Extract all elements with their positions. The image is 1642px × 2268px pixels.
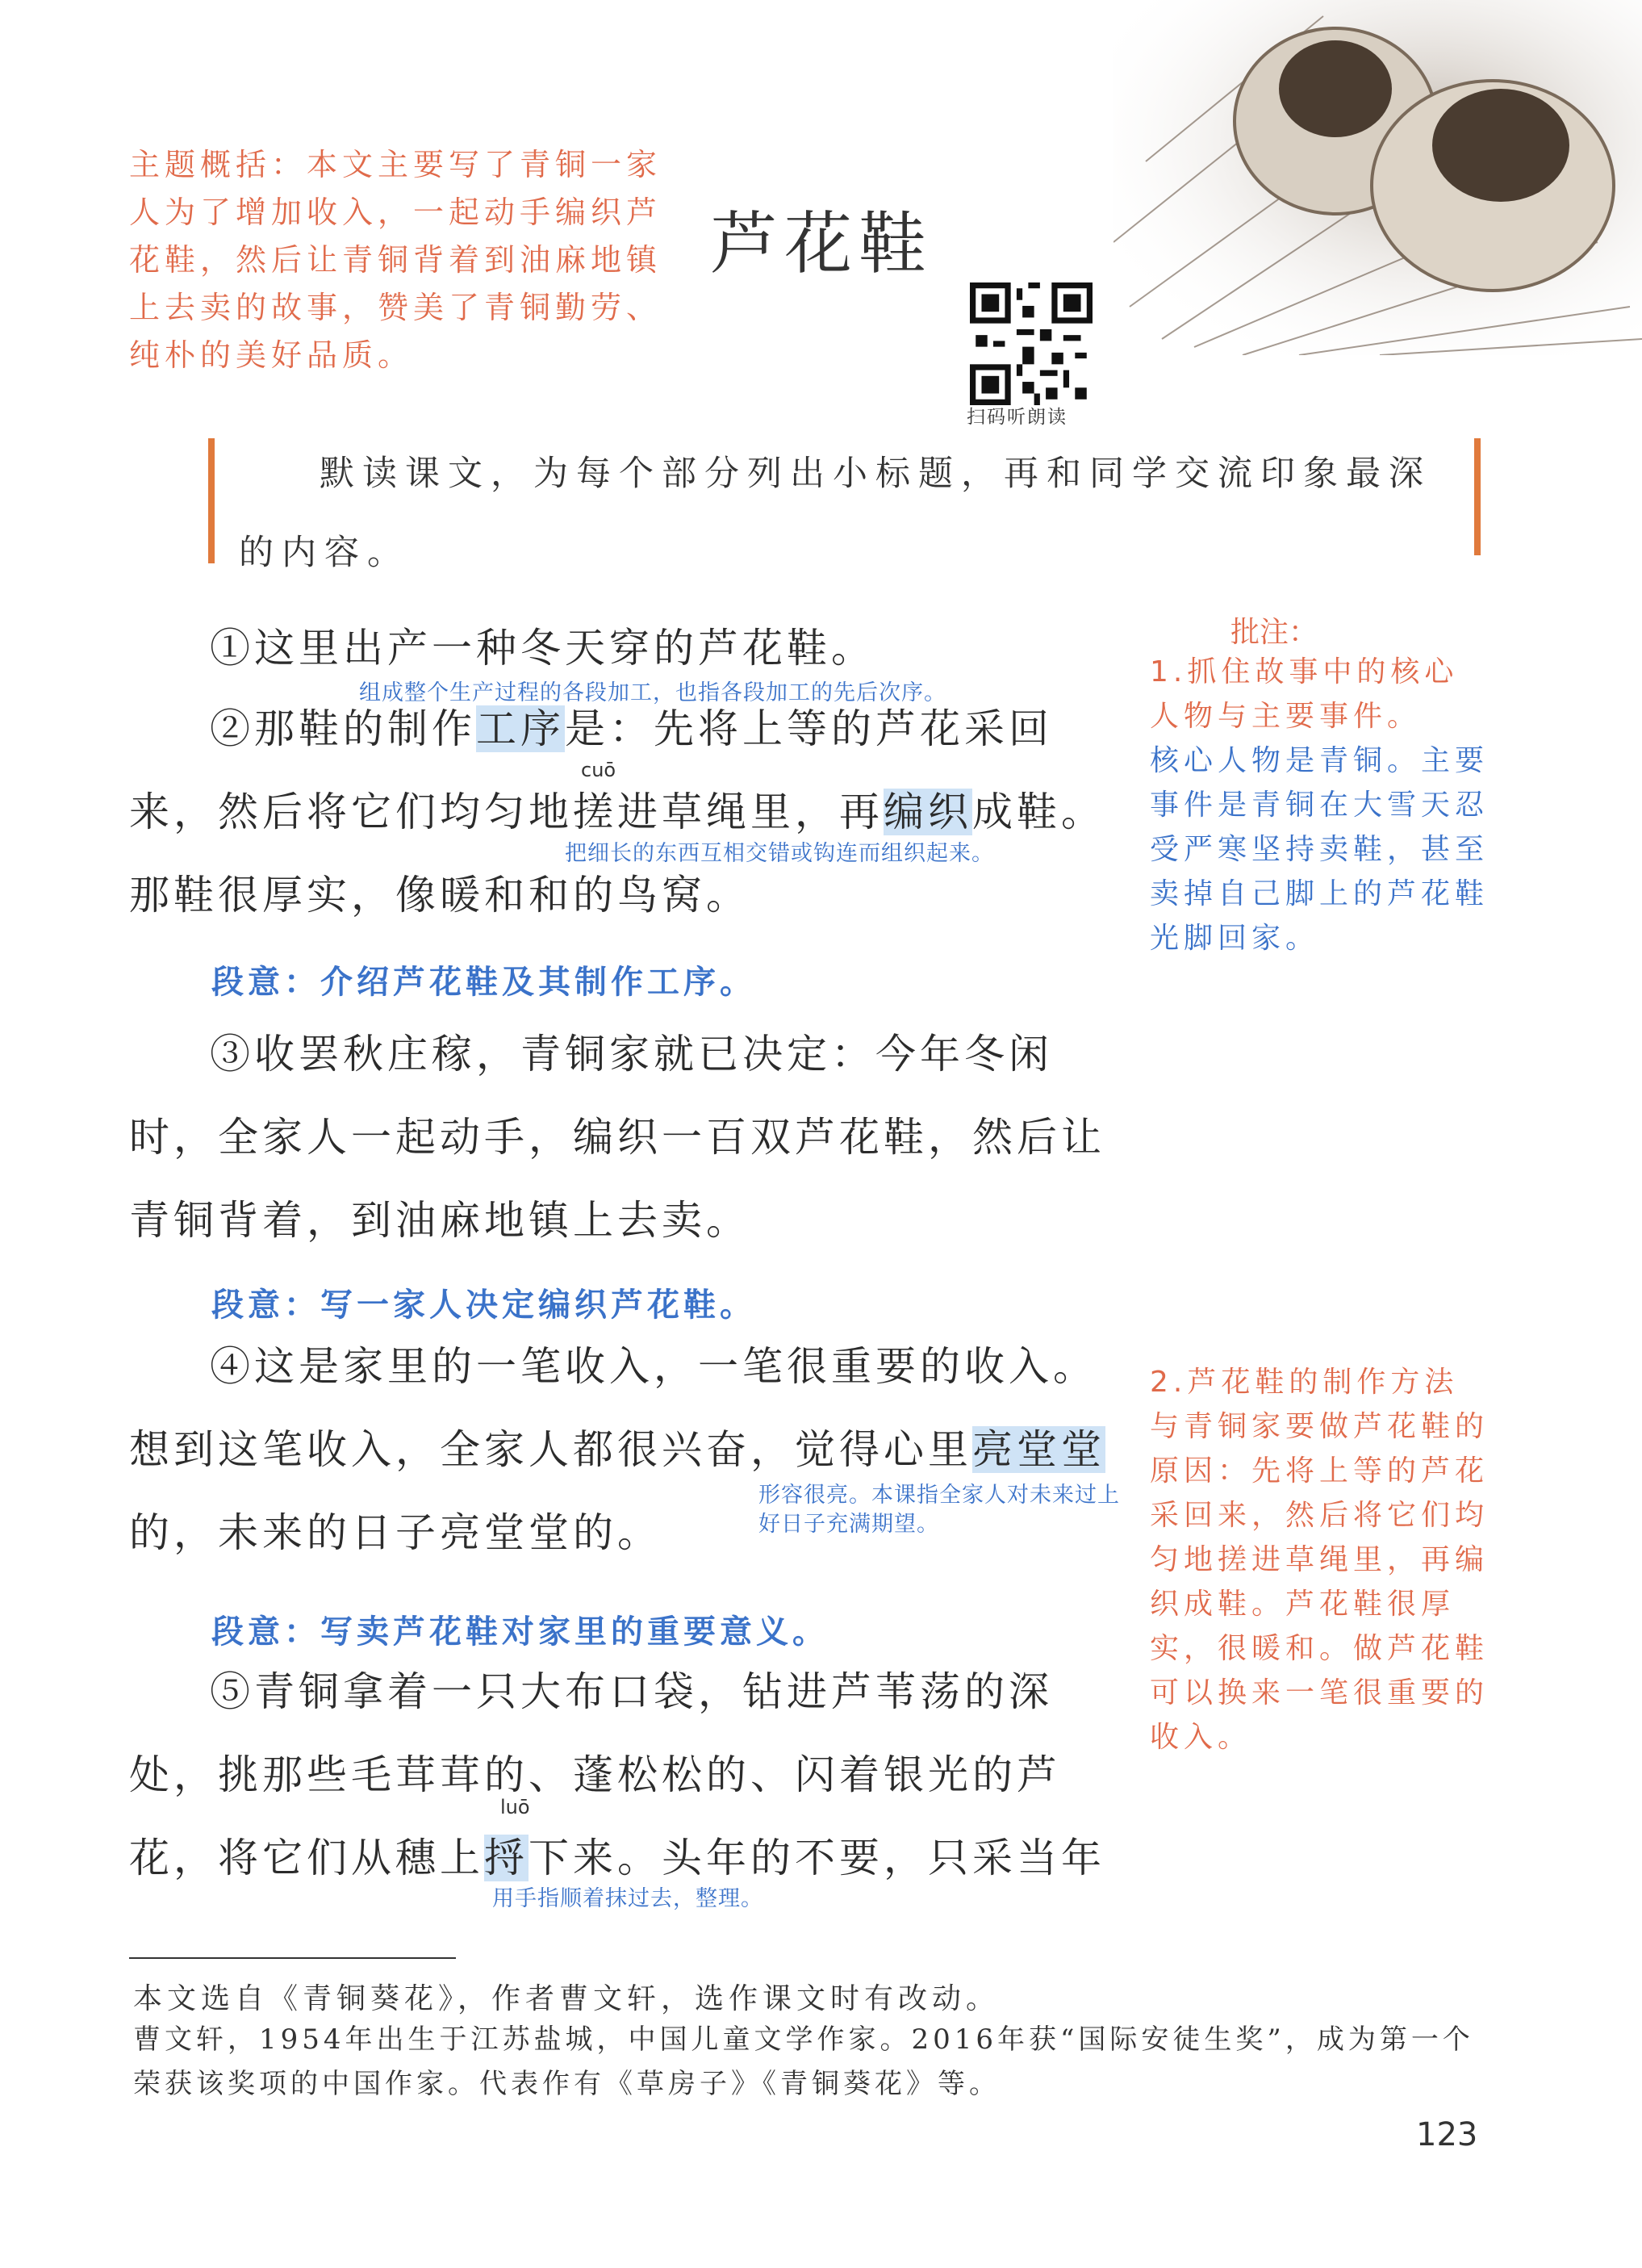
- paragraph-summary-3: 段意：写卖芦花鞋对家里的重要意义。: [211, 1613, 829, 1651]
- paragraph-summary-2: 段意：写一家人决定编织芦花鞋。: [211, 1287, 756, 1324]
- para2-text: 成鞋。: [972, 789, 1105, 835]
- para4-text: 想到这笔收入，全家人都很兴奋，觉得心里: [129, 1426, 972, 1473]
- gloss-bianzhi: 把细长的东西互相交错或钩连而组织起来。: [565, 841, 994, 866]
- paragraph-1: ①这里出产一种冬天穿的芦花鞋。: [210, 625, 875, 672]
- margin-annotation-label: 批注：: [1230, 616, 1318, 649]
- para5-text: 下来。头年的不要，只采当年: [529, 1835, 1105, 1881]
- para2-text: 来，然后将它们均匀地搓进草绳里，再: [129, 789, 884, 835]
- gloss-gongxu: 组成整个生产过程的各段加工，也指各段加工的先后次序。: [359, 680, 946, 705]
- pinyin-cuo: cuō: [581, 759, 616, 781]
- page-title: 芦花鞋: [710, 204, 934, 283]
- para4-text: 的，未来的日子亮堂堂的。: [129, 1509, 662, 1556]
- page-number: 123: [1416, 2116, 1478, 2153]
- footnote-source: 本文选自《青铜葵花》，作者曹文轩，选作课文时有改动。: [133, 1982, 1001, 2015]
- para3-text: 青铜背着，到油麻地镇上去卖。: [129, 1197, 750, 1244]
- margin-annotation-1-body: 核心人物是青铜。主要事件是青铜在大雪天忍受严寒坚持卖鞋，甚至卖掉自己脚上的芦花鞋光脚回家。: [1150, 744, 1489, 955]
- reading-task: 默读课文，为每个部分列出小标题，再和同学交流印象最深的内容。: [239, 454, 1431, 573]
- para3-text: ③收罢秋庄稼，青铜家就已决定：今年冬闲: [210, 1031, 1053, 1078]
- footnote-author: 曹文轩，1954年出生于江苏盐城，中国儿童文学作家。2016年获“国际安徒生奖”，成为第一个荣获该奖项的中国作家。代表作有《草房子》《青铜葵花》等。: [133, 2023, 1474, 2100]
- highlight-gongxu: 工序: [476, 705, 565, 752]
- pinyin-luo: luō: [500, 1796, 530, 1818]
- margin-annotation-2: 2.芦花鞋的制作方法与青铜家要做芦花鞋的原因：先将上等的芦花采回来，然后将它们均匀地搓进草绳里，再编织成鞋。芦花鞋很厚实，很暖和。做芦花鞋可以换来一笔很重要的收入。: [1150, 1366, 1489, 1754]
- qr-code-icon[interactable]: [970, 282, 1093, 405]
- straw-shoes-illustration: [1113, 0, 1642, 355]
- theme-summary-note: 主题概括：本文主要写了青铜一家人为了增加收入，一起动手编织芦花鞋，然后让青铜背着到油麻地镇上去卖的故事，赞美了青铜勤劳、纯朴的美好品质。: [129, 147, 662, 373]
- para4-text: ④这是家里的一笔收入，一笔很重要的收入。: [210, 1343, 1097, 1390]
- margin-annotation-1-heading: 1.抓住故事中的核心人物与主要事件。: [1150, 655, 1459, 733]
- para2-text: 是：先将上等的芦花采回: [565, 705, 1053, 752]
- highlight-bianzhi: 编织: [884, 789, 972, 835]
- paragraph-2: [129, 688, 1146, 937]
- para2-text: 那鞋很厚实，像暖和和的鸟窝。: [129, 872, 750, 918]
- highlight-luo: 捋: [484, 1835, 529, 1881]
- para5-text: 处，挑那些毛茸茸的、蓬松松的、闪着银光的芦: [129, 1751, 1061, 1798]
- task-bar-left: [208, 438, 215, 563]
- footnote-divider: [129, 1957, 456, 1959]
- para3-text: 时，全家人一起动手，编织一百双芦花鞋，然后让: [129, 1114, 1105, 1161]
- qr-caption: 扫码听朗读: [967, 407, 1068, 428]
- paragraph-3: [129, 1013, 1146, 1262]
- highlight-liangtangtang: 亮堂堂: [972, 1426, 1105, 1473]
- para2-text: ②那鞋的制作: [210, 705, 476, 752]
- para5-text: 花，将它们从穗上: [129, 1835, 484, 1881]
- gloss-liangtangtang: 形容很亮。本课指全家人对未来过上好日子充满期望。: [758, 1483, 1120, 1537]
- para5-text: ⑤青铜拿着一只大布口袋，钻进芦苇荡的深: [210, 1668, 1053, 1715]
- paragraph-summary-1: 段意：介绍芦花鞋及其制作工序。: [211, 964, 756, 1001]
- gloss-luo: 用手指顺着抹过去，整理。: [492, 1886, 763, 1911]
- task-bar-right: [1474, 438, 1481, 555]
- paragraph-5: [129, 1651, 1146, 1900]
